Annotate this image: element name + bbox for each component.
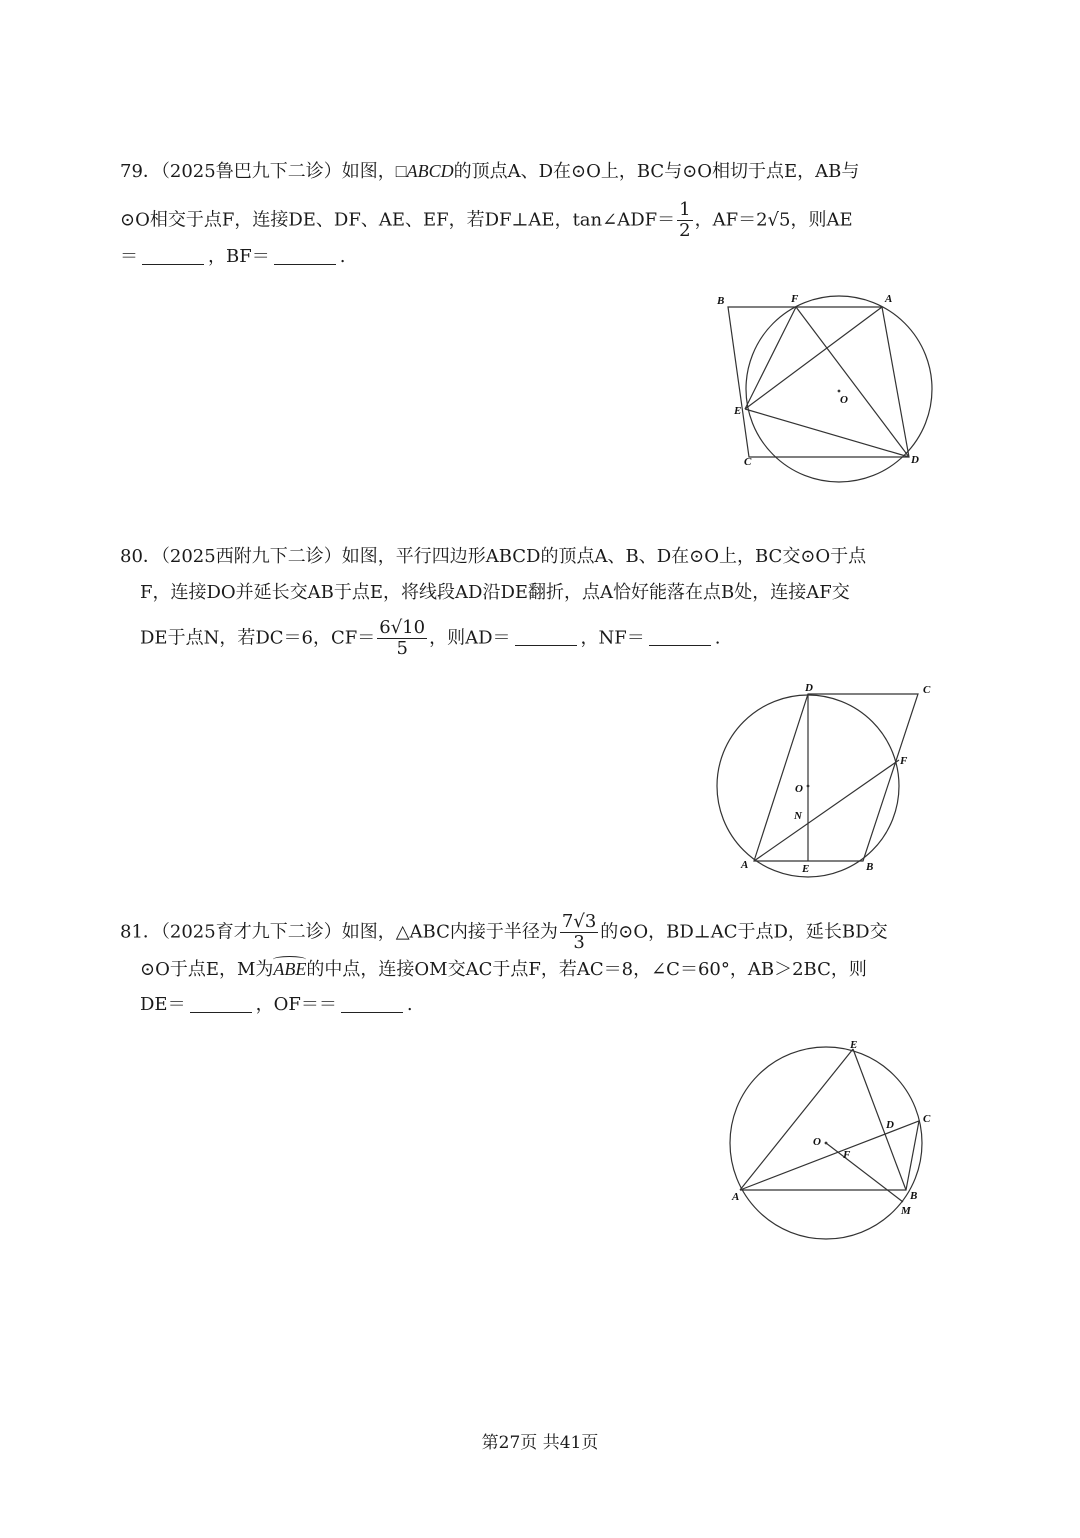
fig81-label-c: C xyxy=(923,1113,931,1125)
q80-source: （2025西附九下二诊） xyxy=(160,546,342,567)
q81-fraction-den: 3 xyxy=(573,931,585,953)
q81-fraction-num: 7√3 xyxy=(561,911,597,932)
fig81-label-e: E xyxy=(850,1039,858,1051)
q80-line-2 xyxy=(140,584,850,602)
q79-answer-blank-bf[interactable] xyxy=(274,264,336,265)
q79-source: （2025鲁巴九下二诊） xyxy=(160,161,342,182)
q81-text: . xyxy=(406,994,413,1015)
figure-81 xyxy=(720,1035,960,1245)
q79-line-2 xyxy=(120,200,853,241)
fig79-label-b: B xyxy=(717,295,725,307)
q79-fraction-num: 1 xyxy=(679,199,691,220)
q80-text: DE于点N，若DC＝6，CF＝ xyxy=(140,627,376,649)
fig79-label-o: O xyxy=(840,394,848,406)
fig80-label-d: D xyxy=(805,682,813,694)
fig81-label-f: F xyxy=(843,1149,851,1161)
q80-text: ，则AD＝ xyxy=(429,627,511,649)
q79-number: 79． xyxy=(120,161,161,182)
fig80-label-n: N xyxy=(794,810,802,822)
fig80-label-a: A xyxy=(741,859,749,871)
q81-arc-abe: ABE xyxy=(273,959,307,979)
q81-text: 的中点，连接OM交AC于点F，若AC＝8，∠C＝60°，AB＞2BC，则 xyxy=(306,959,867,980)
fig79-label-e: E xyxy=(734,405,742,417)
q81-answer-blank-of[interactable] xyxy=(341,1012,403,1013)
q79-text: ⊙O相交于点F，连接DE、DF、AE、EF，若DF⊥AE，tan∠ADF＝ xyxy=(120,209,676,231)
q79-text: 如图， xyxy=(341,161,396,182)
q81-text: DE＝ xyxy=(140,994,186,1015)
q80-text: . xyxy=(714,627,721,649)
fig79-segment-ef xyxy=(745,307,796,409)
q81-line-3 xyxy=(140,996,413,1014)
q80-line-3 xyxy=(140,618,721,659)
fig81-label-d: D xyxy=(886,1119,894,1131)
figure-79 xyxy=(710,290,950,490)
fig79-segment-de xyxy=(745,409,909,457)
fig80-label-e: E xyxy=(802,863,810,875)
fig79-label-d: D xyxy=(911,454,919,466)
q80-fraction-num: 6√10 xyxy=(379,617,426,638)
fig81-label-a: A xyxy=(732,1191,740,1203)
q81-text: ⊙O于点E，M为 xyxy=(140,959,274,980)
q81-line-1 xyxy=(120,912,888,953)
fig79-label-f: F xyxy=(791,293,799,305)
q80-text: 如图，平行四边形ABCD的顶点A、B、D在⊙O上，BC交⊙O于点 xyxy=(341,546,867,567)
q81-line-2 xyxy=(140,960,867,979)
q79-line-1 xyxy=(120,162,859,181)
q79-fraction-den: 2 xyxy=(679,219,691,241)
fig79-label-a: A xyxy=(885,293,893,305)
fig81-label-o: O xyxy=(813,1136,821,1148)
page-footer: 第27页 共41页 xyxy=(481,1433,599,1453)
q79-text: □ABCD xyxy=(395,161,454,181)
fig79-label-c: C xyxy=(744,456,752,468)
q80-text: F，连接DO并延长交AB于点E，将线段AD沿DE翻折，点A恰好能落在点B处，连接AF交 xyxy=(140,582,850,603)
q79-line-3 xyxy=(120,248,345,266)
fig80-label-f: F xyxy=(900,755,908,767)
q79-text: ，BF＝ xyxy=(208,246,270,267)
fig80-parallelogram xyxy=(754,694,918,861)
q79-answer-blank-ae[interactable] xyxy=(142,264,204,265)
q81-fraction xyxy=(560,912,598,953)
fig80-label-c: C xyxy=(923,684,931,696)
q80-line-1 xyxy=(120,548,866,566)
q79-fraction xyxy=(677,200,692,241)
q79-text: ，AF＝2√5，则AE xyxy=(694,209,853,231)
q80-fraction-den: 5 xyxy=(396,637,408,659)
fig81-segment-eb xyxy=(853,1049,906,1190)
q81-text: ，OF＝＝ xyxy=(255,994,337,1015)
q80-fraction xyxy=(377,618,427,659)
q79-text: 的顶点A、D在⊙O上，BC与⊙O相切于点E，AB与 xyxy=(453,161,860,182)
q81-text: 的⊙O，BD⊥AC于点D，延长BD交 xyxy=(600,921,888,943)
fig80-label-o: O xyxy=(795,783,803,795)
fig80-label-b: B xyxy=(866,861,874,873)
q79-text: ＝ xyxy=(120,246,138,267)
fig81-triangle-abc xyxy=(740,1121,919,1190)
figure-80 xyxy=(710,680,950,880)
q81-text: 如图，△ABC内接于半径为 xyxy=(341,921,558,943)
q80-number: 80． xyxy=(120,546,161,567)
q81-number: 81． xyxy=(120,921,161,943)
fig79-circle xyxy=(746,296,932,482)
fig81-label-m: M xyxy=(901,1205,911,1217)
q80-text: ，NF＝ xyxy=(580,627,645,649)
q80-answer-blank-nf[interactable] xyxy=(649,645,711,646)
fig79-center-dot xyxy=(838,390,840,392)
q79-text: . xyxy=(339,246,346,267)
q81-answer-blank-de[interactable] xyxy=(190,1012,252,1013)
fig81-label-b: B xyxy=(910,1190,918,1202)
fig79-parallelogram xyxy=(728,307,909,457)
q80-answer-blank-ad[interactable] xyxy=(515,645,577,646)
q81-source: （2025育才九下二诊） xyxy=(160,921,342,943)
